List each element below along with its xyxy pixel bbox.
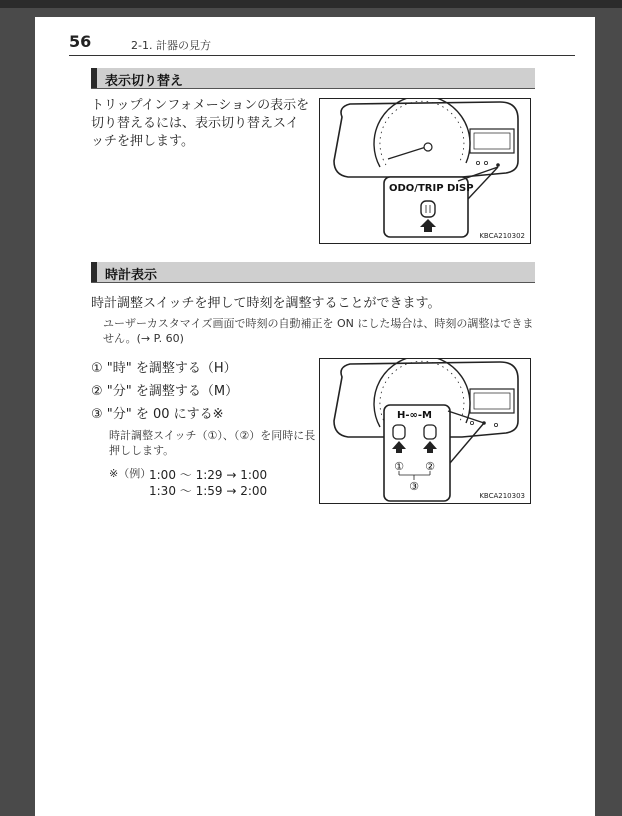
display-switch-paragraph: トリップインフォメーションの表示を切り替えるには、表示切り替えスイッチを押します。 xyxy=(91,98,310,149)
section-title: 表示切り替え xyxy=(105,74,184,89)
clock-note: ユーザーカスタマイズ画面で時刻の自動補正を ON にした場合は、時刻の調整はできません。(→ P. 60) xyxy=(103,317,534,345)
odo-trip-switch-label: ODO/TRIP DISP xyxy=(389,183,474,194)
callout-number-1: ① xyxy=(394,460,404,473)
example-line: 1:30 ～ 1:59 → 2:00 xyxy=(149,484,268,498)
step-reset-minute: ③ "分" を 00 にする※ xyxy=(91,407,224,422)
step-adjust-hour: ① "時" を調整する（H） xyxy=(91,361,237,376)
viewer-top-bar xyxy=(0,0,622,8)
page-number: 56 xyxy=(69,32,92,51)
page-header xyxy=(35,17,595,53)
clock-intro: 時計調整スイッチを押して時刻を調整することができます。 xyxy=(91,296,441,311)
section-title: 時計表示 xyxy=(105,268,158,283)
callout-number-3: ③ xyxy=(409,480,419,493)
figure-caption: KBCA210303 xyxy=(479,492,525,500)
example-line: 1:00 ～ 1:29 → 1:00 xyxy=(149,468,268,482)
figure-caption: KBCA210302 xyxy=(479,232,525,240)
header-rule xyxy=(69,55,575,56)
figure-clock-switch xyxy=(319,358,531,504)
callout-number-2: ② xyxy=(425,460,435,473)
step-adjust-minute: ② "分" を調整する（M） xyxy=(91,384,239,399)
chapter-title: 2-1. 計器の見方 xyxy=(131,39,211,52)
manual-page xyxy=(35,17,595,816)
example-label: ※（例） xyxy=(109,467,152,480)
section-marker xyxy=(91,68,97,88)
hour-minute-switch-label: H-∞-M xyxy=(397,410,432,421)
section-marker xyxy=(91,262,97,282)
figure-display-switch xyxy=(319,98,531,244)
section-header-display-switch xyxy=(91,68,535,89)
cluster-illustration xyxy=(320,99,530,243)
section-header-clock xyxy=(91,262,535,283)
step3-description: 時計調整スイッチ（①）、（②）を同時に長押しします。 xyxy=(109,429,316,457)
cluster-illustration xyxy=(320,359,530,503)
